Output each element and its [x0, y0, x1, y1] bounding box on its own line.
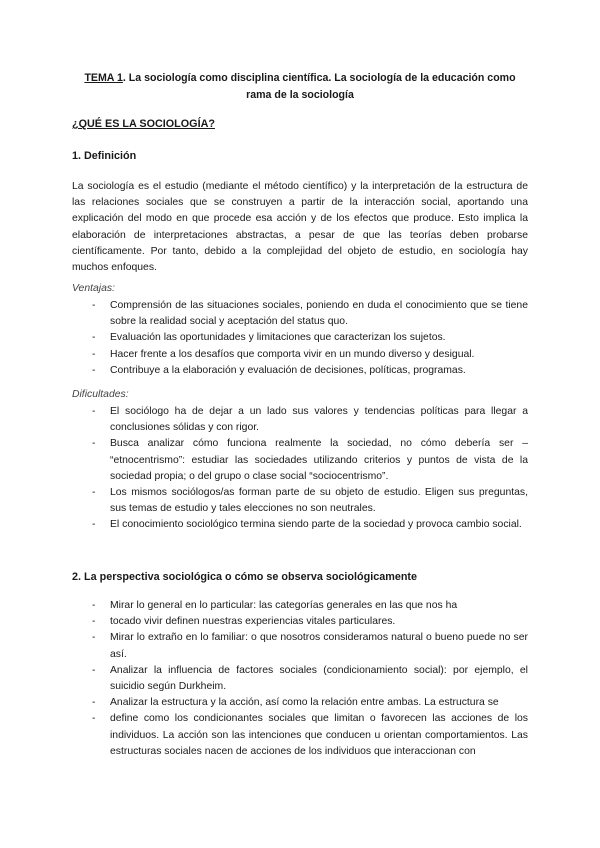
- list-item: - Comprensión de las situaciones sociales, poniendo en duda el conocimiento que se tiene sobre la realidad social y aceptación del status quo.: [72, 298, 528, 330]
- list-item: - Analizar la influencia de factores sociales (condicionamiento social): por ejemplo, el suicidio según Durkheim.: [72, 663, 528, 695]
- list-item: - Hacer frente a los desafíos que comporta vivir en un mundo diverso y desigual.: [72, 347, 528, 363]
- ventajas-list: [72, 298, 528, 379]
- list-item: - define como los condicionantes sociales que limitan o favorecen las acciones de los individuos. La acción son las intenciones que conducen u orientan comportamientos. Las estructuras sociales nacen de acciones de los individuos que interaccionan con: [72, 711, 528, 760]
- document-title: [70, 70, 530, 104]
- list-item: - Analizar la estructura y la acción, así como la relación entre ambas. La estructura se: [72, 695, 528, 711]
- perspectiva-heading: 2. La perspectiva sociológica o cómo se observa sociológicamente: [72, 571, 418, 583]
- ventajas-label: Ventajas:: [72, 283, 115, 294]
- list-item: - tocado vivir definen nuestras experiencias vitales particulares.: [72, 614, 528, 630]
- definition-heading: 1. Definición: [72, 150, 137, 162]
- list-item: - Mirar lo general en lo particular: las categorías generales en las que nos ha: [72, 598, 528, 614]
- tema-label: TEMA 1: [84, 72, 123, 84]
- list-item: - Evaluación las oportunidades y limitaciones que caracterizan los sujetos.: [72, 330, 528, 346]
- title-line-2: rama de la sociología: [246, 89, 354, 101]
- list-item: - Los mismos sociólogos/as forman parte de su objeto de estudio. Eligen sus preguntas, sus temas de estudio y tales elecciones no son neutrales.: [72, 485, 528, 517]
- list-item: - El sociólogo ha de dejar a un lado sus valores y tendencias políticas para llegar a conclusiones sólidas y con rigor.: [72, 404, 528, 436]
- perspectiva-list: [72, 598, 528, 760]
- list-item: - Mirar lo extraño en lo familiar: o que nosotros consideramos natural o bueno puede no ser así.: [72, 630, 528, 662]
- dificultades-label: Dificultades:: [72, 389, 129, 400]
- dificultades-list: [72, 404, 528, 534]
- title-line-1: . La sociología como disciplina científica. La sociología de la educación como: [122, 72, 516, 84]
- list-item: - Contribuye a la elaboración y evaluación de decisiones, políticas, programas.: [72, 363, 528, 379]
- list-item: - El conocimiento sociológico termina siendo parte de la sociedad y provoca cambio social.: [72, 517, 528, 533]
- definition-paragraph: La sociología es el estudio (mediante el método científico) y la interpretación de la estructura de las relaciones sociales que se construyen a partir de la interacción social, aportando una explicación del modo en que procede esa acción y de los efectos que produce. Esto implica la elaboración de interpretaciones abstractas, a pesar de que las teorías deben probarse científicamente. Por tanto, debido a la complejidad del objeto de estudio, en sociología hay muchos enfoques.: [72, 181, 528, 274]
- section-question-heading: ¿QUÉ ES LA SOCIOLOGÍA?: [72, 118, 215, 130]
- list-item: - Busca analizar cómo funciona realmente la sociedad, no cómo debería ser – “etnocentrismo”: estudiar las sociedades utilizando criterios y puntos de vista de la sociedad propia; o del grupo o clase social “sociocentrismo”.: [72, 436, 528, 485]
